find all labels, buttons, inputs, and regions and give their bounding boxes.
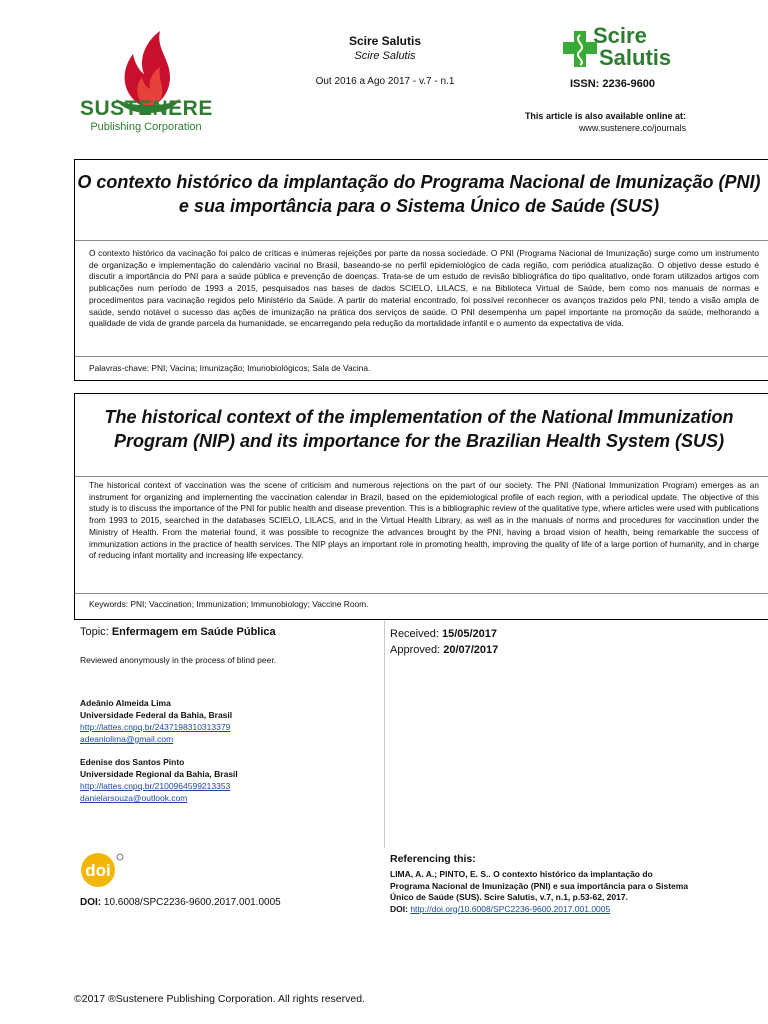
author-affiliation: Universidade Regional da Bahia, Brasil (80, 769, 238, 779)
availability-line: This article is also available online at: (524, 111, 686, 121)
journal-volume: Out 2016 a Ago 2017 - v.7 - n.1 (315, 76, 455, 87)
logo-scire-text: Scire (593, 23, 647, 48)
doi-value: 10.6008/SPC2236-9600.2017.001.0005 (103, 897, 281, 908)
issn: ISSN: 2236-9600 (570, 78, 655, 90)
author-lattes-link[interactable]: http://lattes.cnpq.br/2100964599213353 (80, 781, 231, 791)
author-block (80, 697, 232, 745)
abstract-en: The historical context of vaccination was the scene of criticism and numerous rejections on the part of our society. The PNI (National Immunization Program) emerges as an instrument for organizing and implementing the vaccination calendar in Brazil, based on the epidemiological profile of each region, with a periodical update. The objective of this study is to discuss the importance of the PNI for public health and disease prevention. This is a bibliographic review of the qualitative type, where articles were used with publications from 1993 to 2015, searched in the databases SCIELO, LILACS, and in the Virtual Health Library, as well as in the manuals of norms and procedures for vaccination under the Ministry of Health. From the material found, it was possible to recognize the advances brought by the PNI, having a broad vision of health, being remarkable the success of immunization actions in the practice of health services. The NIP plays an important role in promoting health, improving the quality of life of a large portion of humanity, and in charge of reducing infant mortality and increasing life expectancy. (89, 480, 759, 561)
article-title-en: The historical context of the implementation of the National Immunization Program (NIP) and its importance for the Brazilian Health System (SUS) (104, 407, 734, 451)
topic-label: Topic: (80, 626, 109, 638)
logo-salutis-text: Salutis (599, 45, 672, 70)
author-affiliation: Universidade Federal da Bahia, Brasil (80, 710, 233, 720)
doi-line (80, 897, 281, 908)
publisher-subtitle: Publishing Corporation (90, 121, 202, 133)
dates (390, 626, 498, 658)
citation-text: LIMA, A. A.; PINTO, E. S.. O contexto histórico da implantação do Programa Nacional de Imunização (PNI) e sua importância para o Sistema Único de Saúde (SUS). Scire Salutis, v.7, n.1, p.53-62, 2017. (390, 869, 689, 902)
topic-value: Enfermagem em Saúde Pública (111, 626, 276, 638)
copyright: ©2017 ®Sustenere Publishing Corporation. All rights reserved. (74, 993, 365, 1005)
doi-logo-icon (80, 852, 124, 888)
citation-doi-link[interactable]: http://doi.org/10.6008/SPC2236-9600.2017.001.0005 (410, 903, 611, 914)
citation-doi-label: DOI: (390, 903, 408, 914)
journal-url[interactable]: www.sustenere.co/journals (578, 123, 686, 133)
referencing-block (390, 853, 690, 915)
publisher-name: SUSTENERE (80, 97, 213, 120)
journal-title: Scire Salutis (348, 34, 422, 48)
received-label: Received: (390, 628, 439, 640)
author-name: Adeânio Almeida Lima (80, 698, 171, 708)
divider (75, 593, 768, 594)
doi-label: DOI: (80, 897, 102, 908)
approved-date: 20/07/2017 (443, 644, 499, 656)
divider (75, 356, 768, 357)
abstract-box-en (74, 393, 768, 620)
approved-label: Approved: (390, 644, 441, 656)
referencing-heading: Referencing this: (390, 853, 476, 865)
column-divider (384, 620, 385, 848)
author-email-link[interactable]: danielarsouza@outlook.com (80, 793, 188, 803)
journal-header (300, 34, 470, 87)
article-title-pt: O contexto histórico da implantação do Programa Nacional de Imunização (PNI) e sua importância para o Sistema Único de Saúde (SUS) (77, 172, 761, 216)
doi-logo-text: doi (85, 861, 111, 880)
divider (75, 476, 768, 477)
availability-note (490, 110, 686, 134)
author-lattes-link[interactable]: http://lattes.cnpq.br/2437198310313379 (80, 722, 231, 732)
author-email-link[interactable]: adeaniolima@gmail.com (80, 734, 174, 744)
keywords-pt: Palavras-chave: PNI; Vacina; Imunização; Imunobiológicos; Sala de Vacina. (89, 363, 371, 373)
journal-subtitle: Scire Salutis (354, 50, 416, 62)
received-date: 15/05/2017 (441, 628, 498, 640)
topic (80, 626, 276, 638)
scire-salutis-logo (563, 23, 683, 73)
divider (75, 240, 768, 241)
abstract-box-pt (74, 159, 768, 381)
author-block (80, 756, 238, 804)
abstract-pt: O contexto histórico da vacinação foi palco de críticas e inúmeras rejeições por parte da nossa sociedade. O PNI (Programa Nacional de Imunização) surge como um instrumento de organização e implementação do calendário vacinal no Brasil, baseando-se no perfil epidemiológico de cada região, com periódica atualização. O objetivo desse estudo é discutir a importância do PNI para a saúde pública e prevenção de doenças. Trata-se de um estudo de revisão bibliográfica do tipo qualitativo, onde foram utilizados artigos com publicações num período de 1993 a 2015, pesquisados nas bases de dados SCIELO, LILACS, e na Biblioteca Virtual de Saúde, bem como nos manuais de normas e procedimentos para vacinação regidos pelo Ministério da Saúde. A partir do material encontrado, foi possível reconhecer os avanços trazidos pelo PNI, tendo a visão ampla de saúde, sendo notável o sucesso das ações de imunização na prática dos serviços de saúde. O PNI desempenha um papel importante na promoção da saúde, melhorando a qualidade de vida de grande parcela da humanidade, se encarregando pela redução da mortalidade infantil e o aumento da expectativa de vida. (89, 248, 759, 329)
keywords-en: Keywords: PNI; Vaccination; Immunization; Immunobiology; Vaccine Room. (89, 599, 369, 609)
review-note: Reviewed anonymously in the process of blind peer. (80, 655, 277, 665)
author-name: Edenise dos Santos Pinto (80, 757, 185, 767)
medical-cross-icon (563, 29, 597, 69)
